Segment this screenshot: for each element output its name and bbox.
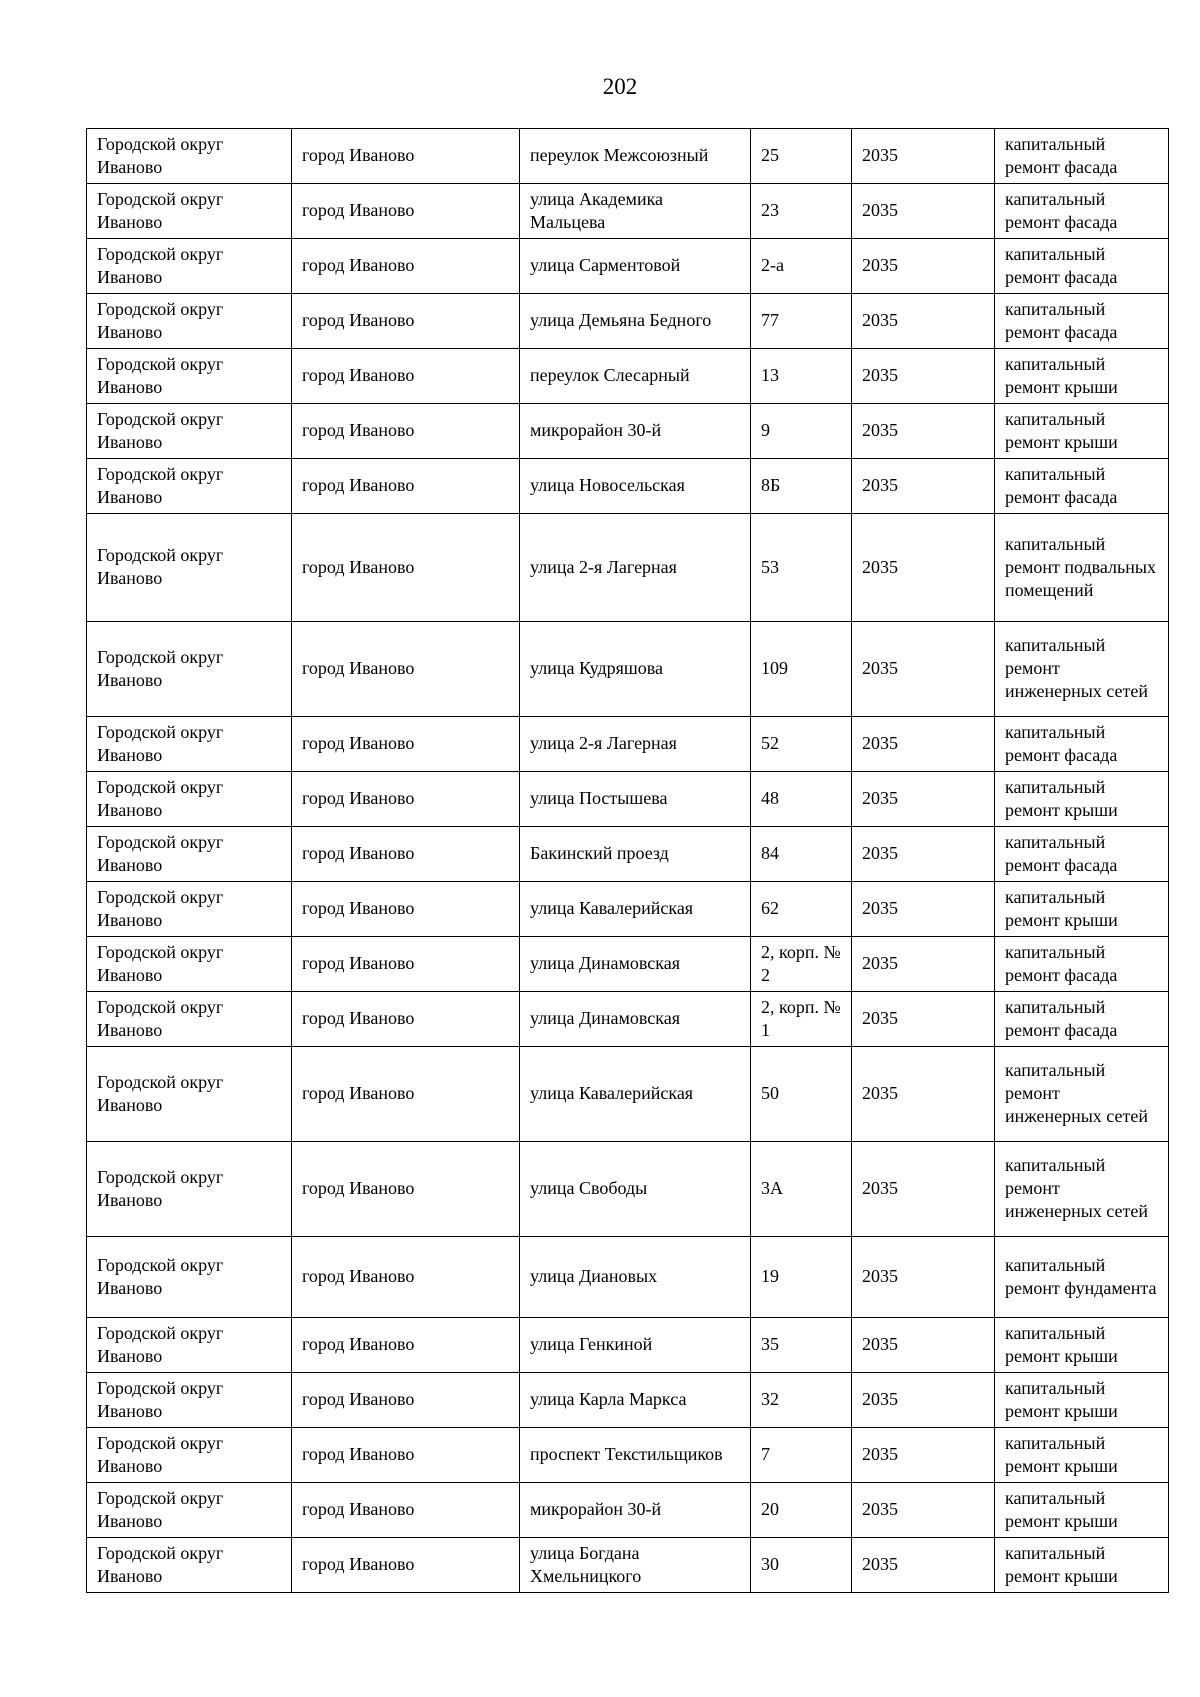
district-cell: Городской округ Иваново bbox=[87, 349, 292, 404]
table-row bbox=[87, 129, 1169, 184]
street-cell: улица Постышева bbox=[520, 772, 751, 827]
city-cell: город Иваново bbox=[292, 992, 520, 1047]
street-cell: улица Кавалерийская bbox=[520, 882, 751, 937]
district-cell: Городской округ Иваново bbox=[87, 827, 292, 882]
table-row bbox=[87, 404, 1169, 459]
table-row bbox=[87, 1237, 1169, 1318]
street-cell: улица 2-я Лагерная bbox=[520, 717, 751, 772]
table-row bbox=[87, 239, 1169, 294]
table-row bbox=[87, 459, 1169, 514]
city-cell: город Иваново bbox=[292, 294, 520, 349]
work-type-cell: капитальный ремонт инженерных сетей bbox=[995, 1047, 1169, 1142]
table-row bbox=[87, 184, 1169, 239]
city-cell: город Иваново bbox=[292, 1428, 520, 1483]
work-type-cell: капитальный ремонт фасада bbox=[995, 239, 1169, 294]
district-cell: Городской округ Иваново bbox=[87, 1538, 292, 1593]
work-type-cell: капитальный ремонт крыши bbox=[995, 1483, 1169, 1538]
city-cell: город Иваново bbox=[292, 514, 520, 622]
city-cell: город Иваново bbox=[292, 239, 520, 294]
year-cell: 2035 bbox=[852, 1373, 995, 1428]
repair-schedule-table bbox=[86, 128, 1169, 1593]
district-cell: Городской округ Иваново bbox=[87, 1142, 292, 1237]
work-type-cell: капитальный ремонт крыши bbox=[995, 1373, 1169, 1428]
city-cell: город Иваново bbox=[292, 717, 520, 772]
city-cell: город Иваново bbox=[292, 1142, 520, 1237]
work-type-cell: капитальный ремонт фасада bbox=[995, 294, 1169, 349]
year-cell: 2035 bbox=[852, 459, 995, 514]
work-type-cell: капитальный ремонт фундамента bbox=[995, 1237, 1169, 1318]
table-row bbox=[87, 1483, 1169, 1538]
table-row bbox=[87, 1373, 1169, 1428]
year-cell: 2035 bbox=[852, 294, 995, 349]
city-cell: город Иваново bbox=[292, 1047, 520, 1142]
table-row bbox=[87, 514, 1169, 622]
house-cell: 3А bbox=[751, 1142, 852, 1237]
district-cell: Городской округ Иваново bbox=[87, 1483, 292, 1538]
work-type-cell: капитальный ремонт крыши bbox=[995, 1318, 1169, 1373]
house-cell: 109 bbox=[751, 622, 852, 717]
street-cell: улица Диановых bbox=[520, 1237, 751, 1318]
table-body bbox=[87, 129, 1169, 1593]
work-type-cell: капитальный ремонт фасада bbox=[995, 129, 1169, 184]
street-cell: переулок Слесарный bbox=[520, 349, 751, 404]
street-cell: улица Новосельская bbox=[520, 459, 751, 514]
table-row bbox=[87, 827, 1169, 882]
street-cell: улица Богдана Хмельницкого bbox=[520, 1538, 751, 1593]
table-row bbox=[87, 772, 1169, 827]
work-type-cell: капитальный ремонт крыши bbox=[995, 404, 1169, 459]
street-cell: микрорайон 30-й bbox=[520, 1483, 751, 1538]
work-type-cell: капитальный ремонт фасада bbox=[995, 992, 1169, 1047]
house-cell: 50 bbox=[751, 1047, 852, 1142]
district-cell: Городской округ Иваново bbox=[87, 129, 292, 184]
street-cell: улица 2-я Лагерная bbox=[520, 514, 751, 622]
street-cell: улица Динамовская bbox=[520, 992, 751, 1047]
district-cell: Городской округ Иваново bbox=[87, 1428, 292, 1483]
street-cell: улица Свободы bbox=[520, 1142, 751, 1237]
district-cell: Городской округ Иваново bbox=[87, 239, 292, 294]
house-cell: 2, корп. № 1 bbox=[751, 992, 852, 1047]
table-row bbox=[87, 992, 1169, 1047]
table-row bbox=[87, 349, 1169, 404]
street-cell: улица Кудряшова bbox=[520, 622, 751, 717]
table-row bbox=[87, 1047, 1169, 1142]
street-cell: микрорайон 30-й bbox=[520, 404, 751, 459]
street-cell: улица Генкиной bbox=[520, 1318, 751, 1373]
year-cell: 2035 bbox=[852, 772, 995, 827]
work-type-cell: капитальный ремонт фасада bbox=[995, 937, 1169, 992]
district-cell: Городской округ Иваново bbox=[87, 882, 292, 937]
city-cell: город Иваново bbox=[292, 129, 520, 184]
street-cell: улица Динамовская bbox=[520, 937, 751, 992]
page-number: 202 bbox=[602, 74, 638, 99]
year-cell: 2035 bbox=[852, 1142, 995, 1237]
work-type-cell: капитальный ремонт фасада bbox=[995, 717, 1169, 772]
district-cell: Городской округ Иваново bbox=[87, 1373, 292, 1428]
house-cell: 23 bbox=[751, 184, 852, 239]
street-cell: улица Демьяна Бедного bbox=[520, 294, 751, 349]
year-cell: 2035 bbox=[852, 992, 995, 1047]
table-row bbox=[87, 882, 1169, 937]
house-cell: 52 bbox=[751, 717, 852, 772]
street-cell: улица Сарментовой bbox=[520, 239, 751, 294]
work-type-cell: капитальный ремонт фасада bbox=[995, 459, 1169, 514]
city-cell: город Иваново bbox=[292, 404, 520, 459]
city-cell: город Иваново bbox=[292, 1483, 520, 1538]
work-type-cell: капитальный ремонт инженерных сетей bbox=[995, 1142, 1169, 1237]
house-cell: 7 bbox=[751, 1428, 852, 1483]
district-cell: Городской округ Иваново bbox=[87, 1047, 292, 1142]
house-cell: 9 bbox=[751, 404, 852, 459]
house-cell: 2-а bbox=[751, 239, 852, 294]
work-type-cell: капитальный ремонт крыши bbox=[995, 1428, 1169, 1483]
year-cell: 2035 bbox=[852, 1318, 995, 1373]
year-cell: 2035 bbox=[852, 1428, 995, 1483]
year-cell: 2035 bbox=[852, 404, 995, 459]
city-cell: город Иваново bbox=[292, 349, 520, 404]
city-cell: город Иваново bbox=[292, 827, 520, 882]
city-cell: город Иваново bbox=[292, 882, 520, 937]
city-cell: город Иваново bbox=[292, 1538, 520, 1593]
table-row bbox=[87, 1538, 1169, 1593]
work-type-cell: капитальный ремонт крыши bbox=[995, 882, 1169, 937]
work-type-cell: капитальный ремонт фасада bbox=[995, 827, 1169, 882]
year-cell: 2035 bbox=[852, 239, 995, 294]
work-type-cell: капитальный ремонт инженерных сетей bbox=[995, 622, 1169, 717]
house-cell: 48 bbox=[751, 772, 852, 827]
house-cell: 35 bbox=[751, 1318, 852, 1373]
city-cell: город Иваново bbox=[292, 772, 520, 827]
work-type-cell: капитальный ремонт крыши bbox=[995, 772, 1169, 827]
year-cell: 2035 bbox=[852, 717, 995, 772]
district-cell: Городской округ Иваново bbox=[87, 992, 292, 1047]
table-row bbox=[87, 1142, 1169, 1237]
year-cell: 2035 bbox=[852, 1047, 995, 1142]
work-type-cell: капитальный ремонт подвальных помещений bbox=[995, 514, 1169, 622]
year-cell: 2035 bbox=[852, 1538, 995, 1593]
house-cell: 84 bbox=[751, 827, 852, 882]
city-cell: город Иваново bbox=[292, 1237, 520, 1318]
district-cell: Городской округ Иваново bbox=[87, 184, 292, 239]
city-cell: город Иваново bbox=[292, 184, 520, 239]
year-cell: 2035 bbox=[852, 622, 995, 717]
street-cell: Бакинский проезд bbox=[520, 827, 751, 882]
year-cell: 2035 bbox=[852, 514, 995, 622]
year-cell: 2035 bbox=[852, 129, 995, 184]
table-row bbox=[87, 294, 1169, 349]
table-row bbox=[87, 1318, 1169, 1373]
city-cell: город Иваново bbox=[292, 459, 520, 514]
street-cell: улица Карла Маркса bbox=[520, 1373, 751, 1428]
house-cell: 32 bbox=[751, 1373, 852, 1428]
table-row bbox=[87, 1428, 1169, 1483]
house-cell: 8Б bbox=[751, 459, 852, 514]
district-cell: Городской округ Иваново bbox=[87, 459, 292, 514]
work-type-cell: капитальный ремонт крыши bbox=[995, 1538, 1169, 1593]
house-cell: 25 bbox=[751, 129, 852, 184]
street-cell: улица Кавалерийская bbox=[520, 1047, 751, 1142]
house-cell: 62 bbox=[751, 882, 852, 937]
city-cell: город Иваново bbox=[292, 1318, 520, 1373]
street-cell: улица Академика Мальцева bbox=[520, 184, 751, 239]
year-cell: 2035 bbox=[852, 882, 995, 937]
year-cell: 2035 bbox=[852, 827, 995, 882]
district-cell: Городской округ Иваново bbox=[87, 294, 292, 349]
year-cell: 2035 bbox=[852, 1237, 995, 1318]
district-cell: Городской округ Иваново bbox=[87, 404, 292, 459]
district-cell: Городской округ Иваново bbox=[87, 717, 292, 772]
street-cell: проспект Текстильщиков bbox=[520, 1428, 751, 1483]
house-cell: 30 bbox=[751, 1538, 852, 1593]
work-type-cell: капитальный ремонт фасада bbox=[995, 184, 1169, 239]
district-cell: Городской округ Иваново bbox=[87, 1237, 292, 1318]
city-cell: город Иваново bbox=[292, 1373, 520, 1428]
district-cell: Городской округ Иваново bbox=[87, 1318, 292, 1373]
table-row bbox=[87, 622, 1169, 717]
district-cell: Городской округ Иваново bbox=[87, 514, 292, 622]
city-cell: город Иваново bbox=[292, 622, 520, 717]
city-cell: город Иваново bbox=[292, 937, 520, 992]
district-cell: Городской округ Иваново bbox=[87, 937, 292, 992]
year-cell: 2035 bbox=[852, 1483, 995, 1538]
house-cell: 19 bbox=[751, 1237, 852, 1318]
house-cell: 20 bbox=[751, 1483, 852, 1538]
house-cell: 53 bbox=[751, 514, 852, 622]
district-cell: Городской округ Иваново bbox=[87, 622, 292, 717]
table-row bbox=[87, 937, 1169, 992]
year-cell: 2035 bbox=[852, 937, 995, 992]
year-cell: 2035 bbox=[852, 349, 995, 404]
table-row bbox=[87, 717, 1169, 772]
house-cell: 2, корп. № 2 bbox=[751, 937, 852, 992]
year-cell: 2035 bbox=[852, 184, 995, 239]
district-cell: Городской округ Иваново bbox=[87, 772, 292, 827]
street-cell: переулок Межсоюзный bbox=[520, 129, 751, 184]
house-cell: 13 bbox=[751, 349, 852, 404]
house-cell: 77 bbox=[751, 294, 852, 349]
work-type-cell: капитальный ремонт крыши bbox=[995, 349, 1169, 404]
